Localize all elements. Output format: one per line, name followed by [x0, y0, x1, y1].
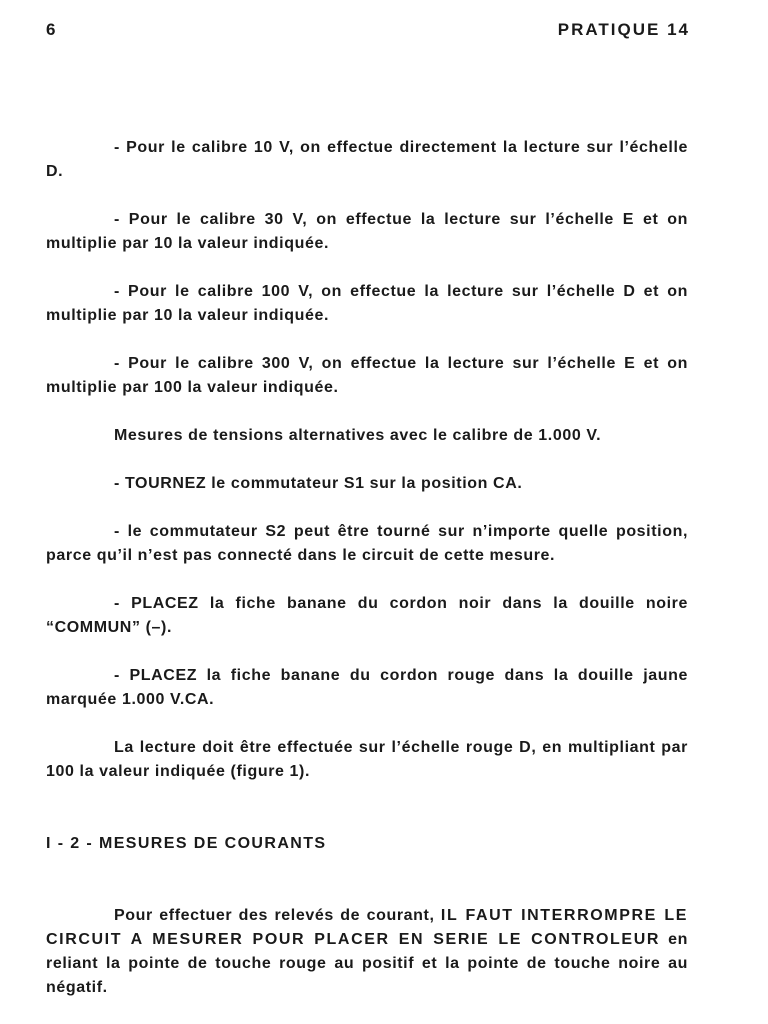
- paragraph-black-lead: - PLACEZ la fiche banane du cordon noir dans la douille noire “COMMUN” (–).: [46, 595, 688, 636]
- paragraph-current-measurement: [46, 904, 688, 1000]
- paragraph-s2-position: - le commutateur S2 peut être tourné sur n’importe quelle position, parce qu’il n’est pas connecté dans le circuit de cette mesure.: [46, 523, 688, 564]
- current-emphasis-text: IL FAUT INTERROMPRE LE CIRCUIT A MESURER POUR PLACER EN SERIE LE CONTROLEUR: [46, 907, 688, 948]
- current-rest-text: en reliant la pointe de touche rouge au positif et la pointe de touche noire au négatif.: [46, 931, 688, 996]
- paragraph-calibre-10v: - Pour le calibre 10 V, on effectue directement la lecture sur l’échelle D.: [46, 139, 688, 180]
- paragraph-reading-scale: La lecture doit être effectuée sur l’échelle rouge D, en multipliant par 100 la valeur indiquée (figure 1).: [46, 739, 688, 780]
- page-number: 6: [46, 20, 57, 39]
- paragraph-calibre-100v: - Pour le calibre 100 V, on effectue la lecture sur l’échelle D et on multiplie par 10 la valeur indiquée.: [46, 283, 688, 324]
- current-intro-text: Pour effectuer des relevés de courant,: [114, 907, 441, 924]
- paragraph-calibre-30v: - Pour le calibre 30 V, on effectue la lecture sur l’échelle E et on multiplie par 10 la valeur indiquée.: [46, 211, 688, 252]
- paragraph-turn-s1: - TOURNEZ le commutateur S1 sur la position CA.: [114, 475, 523, 492]
- page-body: [46, 136, 688, 1024]
- paragraph-ac-measurement-title: Mesures de tensions alternatives avec le calibre de 1.000 V.: [114, 427, 602, 444]
- running-title: PRATIQUE 14: [557, 20, 690, 39]
- paragraph-red-lead: - PLACEZ la fiche banane du cordon rouge dans la douille jaune marquée 1.000 V.CA.: [46, 667, 688, 708]
- section-heading: I - 2 - MESURES DE COURANTS: [46, 835, 327, 852]
- paragraph-calibre-300v: - Pour le calibre 300 V, on effectue la lecture sur l’échelle E et on multiplie par 100 la valeur indiquée.: [46, 355, 688, 396]
